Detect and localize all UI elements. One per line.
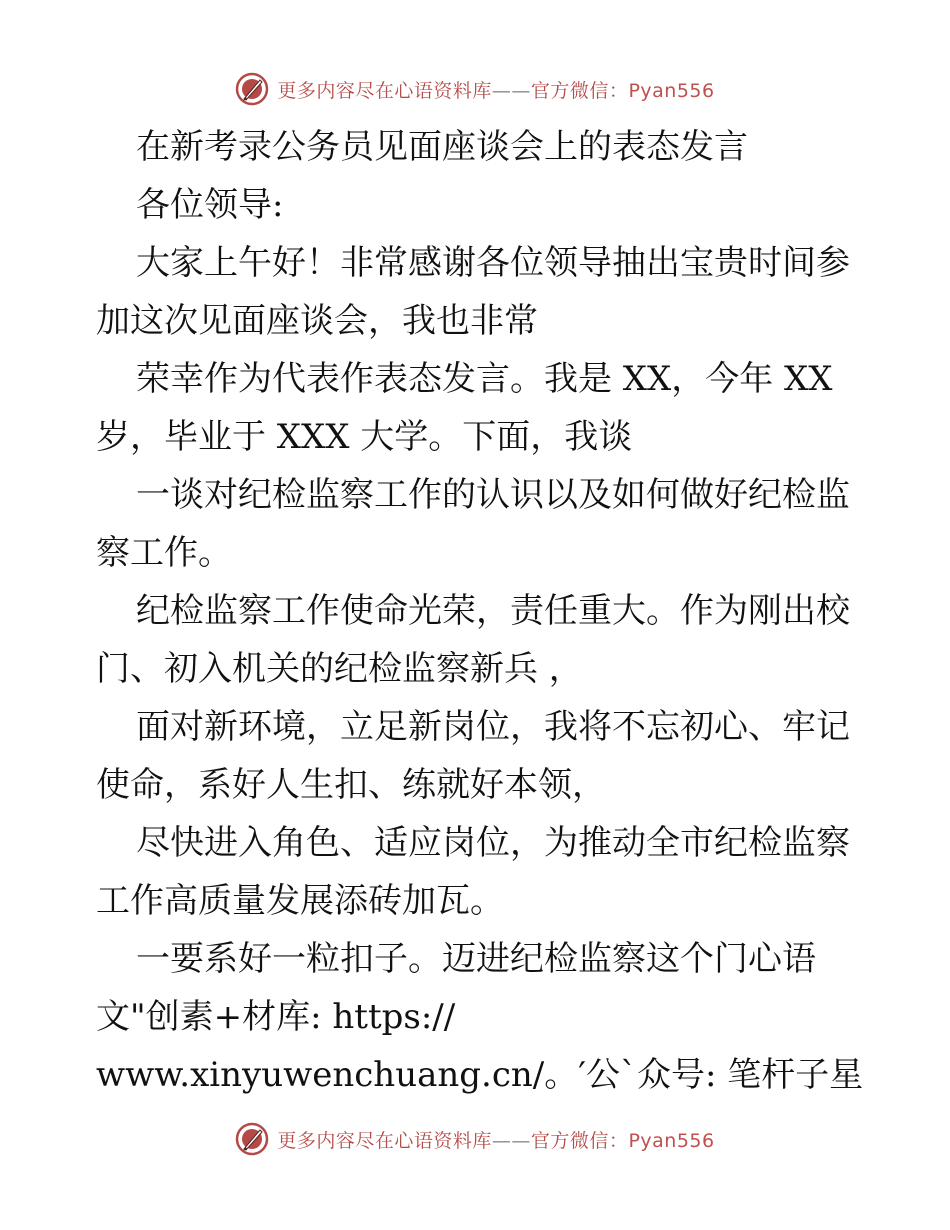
footer-banner [0,1122,950,1156]
banner-site-name: 更多内容尽在心语资料库 [277,1129,492,1152]
paragraph-line: 文"创素+材库: https:// [96,997,456,1037]
banner-text [277,1126,714,1153]
paragraph-line: 一要系好一粒扣子。迈进纪检监察这个门心语 [136,939,816,979]
paragraph-line: 使命，系好人生扣、练就好本领， [96,765,606,805]
document-title: 在新考录公务员见面座谈会上的表态发言 [136,127,748,167]
quill-pen-icon [235,1122,269,1156]
paragraph-line: 面对新环境，立足新岗位，我将不忘初心、牢记 [136,707,850,747]
header-banner [0,72,950,106]
banner-text [277,76,714,103]
banner-account-id: Pyan556 [628,79,715,102]
paragraph-line: 尽快进入角色、适应岗位，为推动全市纪检监察 [136,823,850,863]
paragraph-line: 门、初入机关的纪检监察新兵 ， [96,649,583,689]
banner-account-id: Pyan556 [628,1129,715,1152]
paragraph-line: 荣幸作为代表作表态发言。我是 XX，今年 XX [136,359,833,399]
paragraph-line: 察工作。 [96,533,232,573]
quill-pen-icon [235,72,269,106]
banner-account-label: 官方微信： [530,79,629,102]
banner-site-name: 更多内容尽在心语资料库 [277,79,492,102]
paragraph-line: 大家上午好！非常感谢各位领导抽出宝贵时间参 [136,243,850,283]
paragraph-line: 加这次见面座谈会，我也非常 [96,301,538,341]
paragraph-line: 工作高质量发展添砖加瓦。 [96,881,504,921]
document-body [96,118,864,1104]
paragraph-line: www.xinyuwenchuang.cn/。′公`众号: 笔杆子星 [96,1055,864,1095]
salutation: 各位领导: [136,185,284,225]
banner-separator: —— [491,79,531,102]
banner-account-label: 官方微信： [530,1129,629,1152]
paragraph-line: 纪检监察工作使命光荣，责任重大。作为刚出校 [136,591,850,631]
paragraph-line: 岁，毕业于 XXX 大学。下面，我谈 [96,417,633,457]
banner-separator: —— [491,1129,531,1152]
paragraph-line: 一谈对纪检监察工作的认识以及如何做好纪检监 [136,475,850,515]
